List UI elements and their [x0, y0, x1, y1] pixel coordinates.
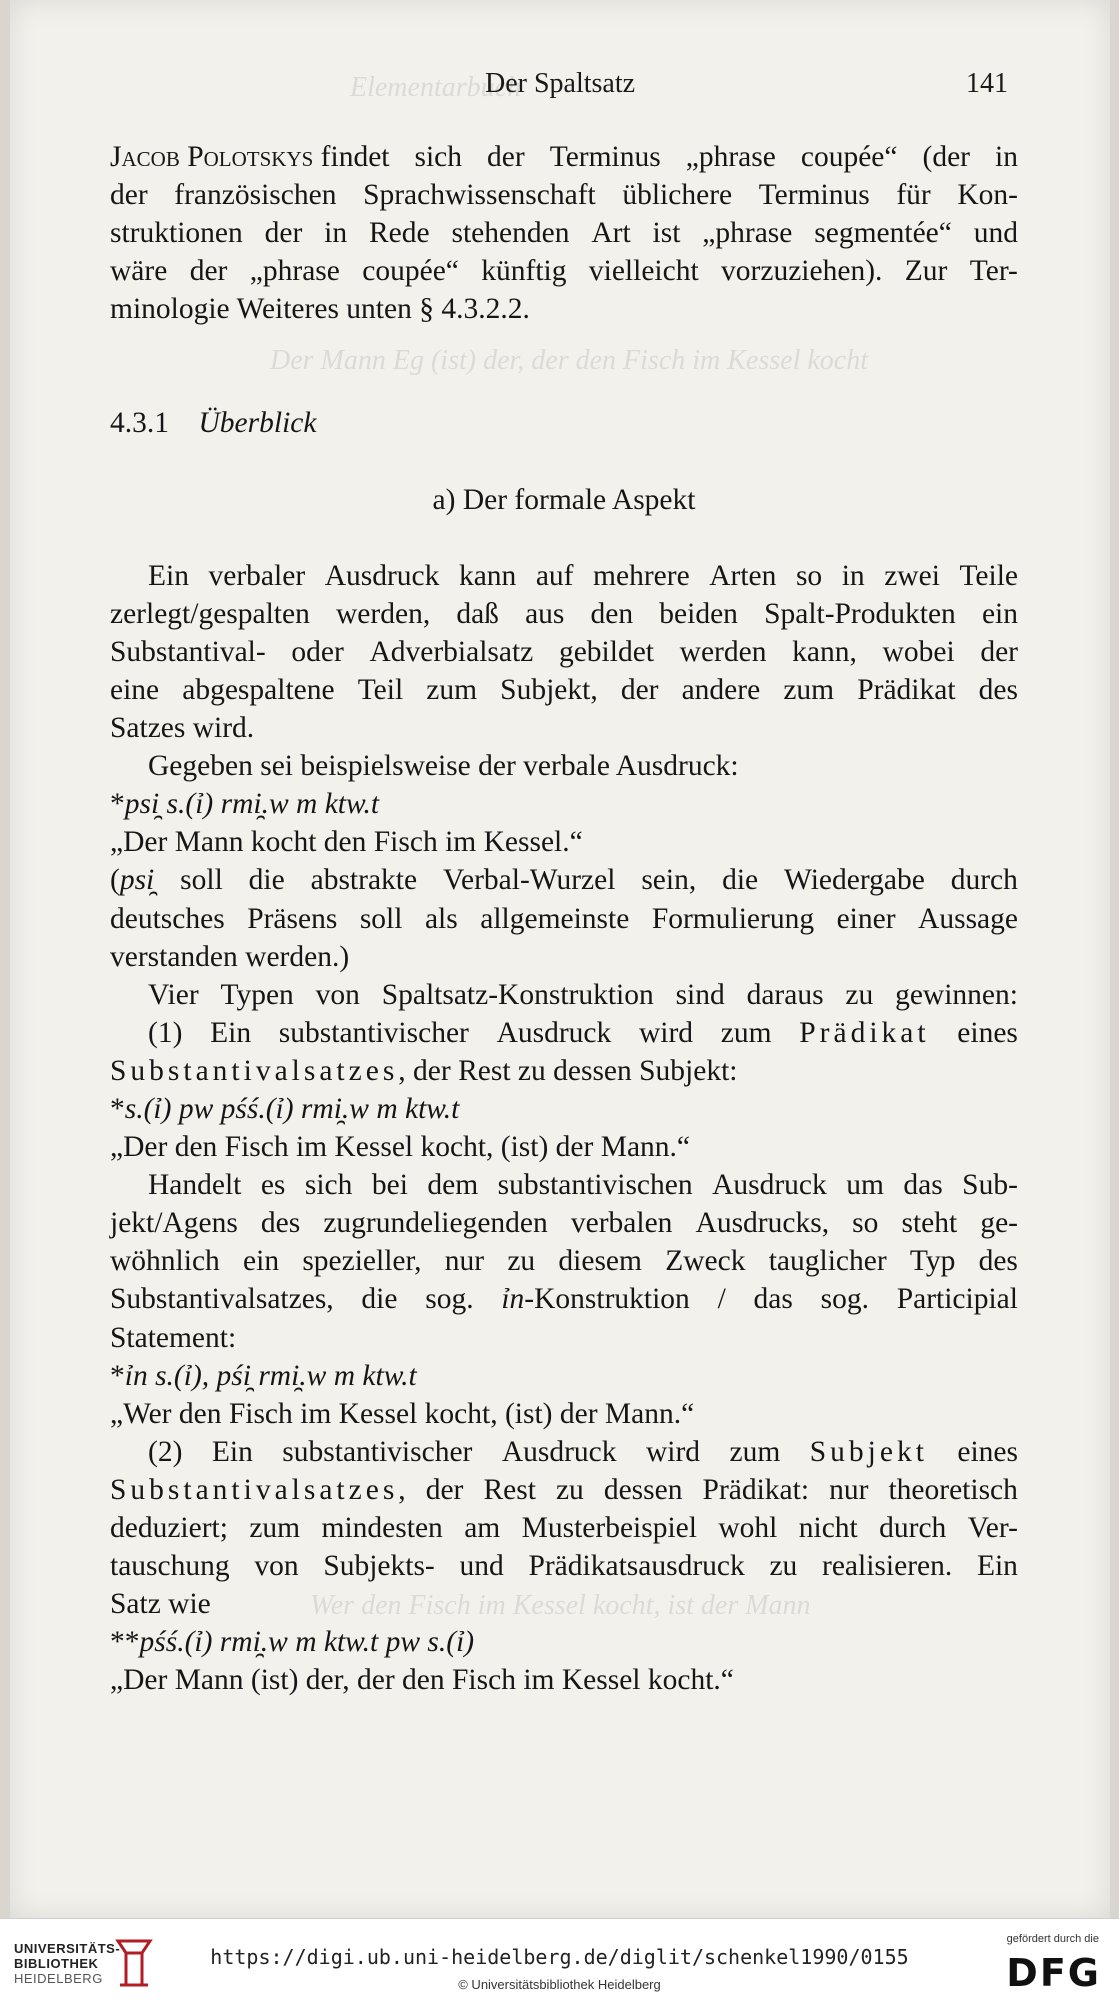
- dfg-logo: DFG: [1006, 1951, 1101, 1995]
- subheading: a) Der formale Aspekt: [432, 483, 696, 516]
- body-text: Jacob Polotskys findet sich der Terminus „phrase coupée“ (der in der französischen Sprachwissenschaft üblichere Terminus für Kon- struktionen der in Rede stehenden Art ist „phrase segmentée“ und wäre der „phrase coupée“ künftig vielleicht vorzuziehen). Zur Ter- minologie Weiteres unten § 4.3.2.2. 4.3.1 Überblick a) Der formale Aspekt Ein verbaler Ausdruck kann auf mehrere Arten so in zwei Teile zerlegt/gespalten werden, daß aus den beiden Spalt-Produkten ein Substantival- oder Adverbialsatz gebildet werden kann, wobei der eine abgespaltene Teil zum Subjekt, der andere zum Prädikat des Satzes wird. Gegeben sei beispielsweise der verbale Ausdruck: *psi̯ s.(ỉ) rmi̯.w m ktw.t „Der Mann kocht den Fisch im Kessel.“ (psi̯ soll die abstrakte Verbal-Wurzel sein, die Wiedergabe durch deutsches Präsens soll als allgemeinste Formulierung einer Aussage verstanden werden.) Vier Typen von Spaltsatz-Konstruktion sind daraus zu gewinnen: (1) Ein substantivischer Ausdruck wird zum Prädikat eines Substantivalsatzes, der Rest zu dessen Subjekt: *s.(ỉ) pw pśś.(ỉ) rmi̯.w m ktw.t „Der den Fisch im Kessel kocht, (ist) der Mann.“ Handelt es sich bei dem substantivischen Ausdruck um das Sub- jekt/Agens des zugrundeliegenden verbalen Ausdrucks, so steht ge- wöhnlich ein spezieller, nur zu diesem Zweck tauglicher Typ des Substantivalsatzes, die sog. ỉn-Konstruktion / das sog. Participial Statement: *ỉn s.(ỉ), pśi̯ rmi̯.w m ktw.t „Wer den Fisch im Kessel kocht, (ist) der Mann.“ (2) Ein substantivischer Ausdruck wird zum Subjekt eines Substantivalsatzes, der Rest zu dessen Prädikat: nur theoretisch deduziert; zum mindesten am Musterbeispiel wohl nicht durch Ver- tauschung von Subjekts- und Prädikatsausdruck zu realisieren. Ein Satz wie **pśś.(ỉ) rmi̯.w m ktw.t pw s.(ỉ) „Der Mann (ist) der, der den Fisch im Kessel kocht.“: [110, 141, 1018, 1697]
- book-page: [10, 0, 1110, 1918]
- bleed-through-text: Wer den Fisch im Kessel kocht, ist der Mann: [310, 1590, 811, 1621]
- bleed-through-text: Der Mann Eg (ist) der, der den Fisch im Kessel kocht: [270, 345, 868, 376]
- copyright-notice: © Universitätsbibliothek Heidelberg: [458, 1977, 661, 1992]
- permalink[interactable]: https://digi.ub.uni-heidelberg.de/diglit/schenkel1990/0155: [210, 1945, 909, 1969]
- digitization-footer: [0, 1918, 1119, 2008]
- funded-by-label: gefördert durch die: [1006, 1933, 1099, 1945]
- library-logo: UNIVERSITÄTS- BIBLIOTHEK HEIDELBERG: [14, 1941, 121, 1986]
- page-header: [110, 68, 1010, 108]
- section-heading: 4.3.1 Überblick: [110, 407, 317, 440]
- page-number: 141: [966, 68, 1008, 99]
- running-title: Der Spaltsatz: [484, 68, 636, 99]
- bleed-through-text: Elementarbuch: [350, 72, 522, 103]
